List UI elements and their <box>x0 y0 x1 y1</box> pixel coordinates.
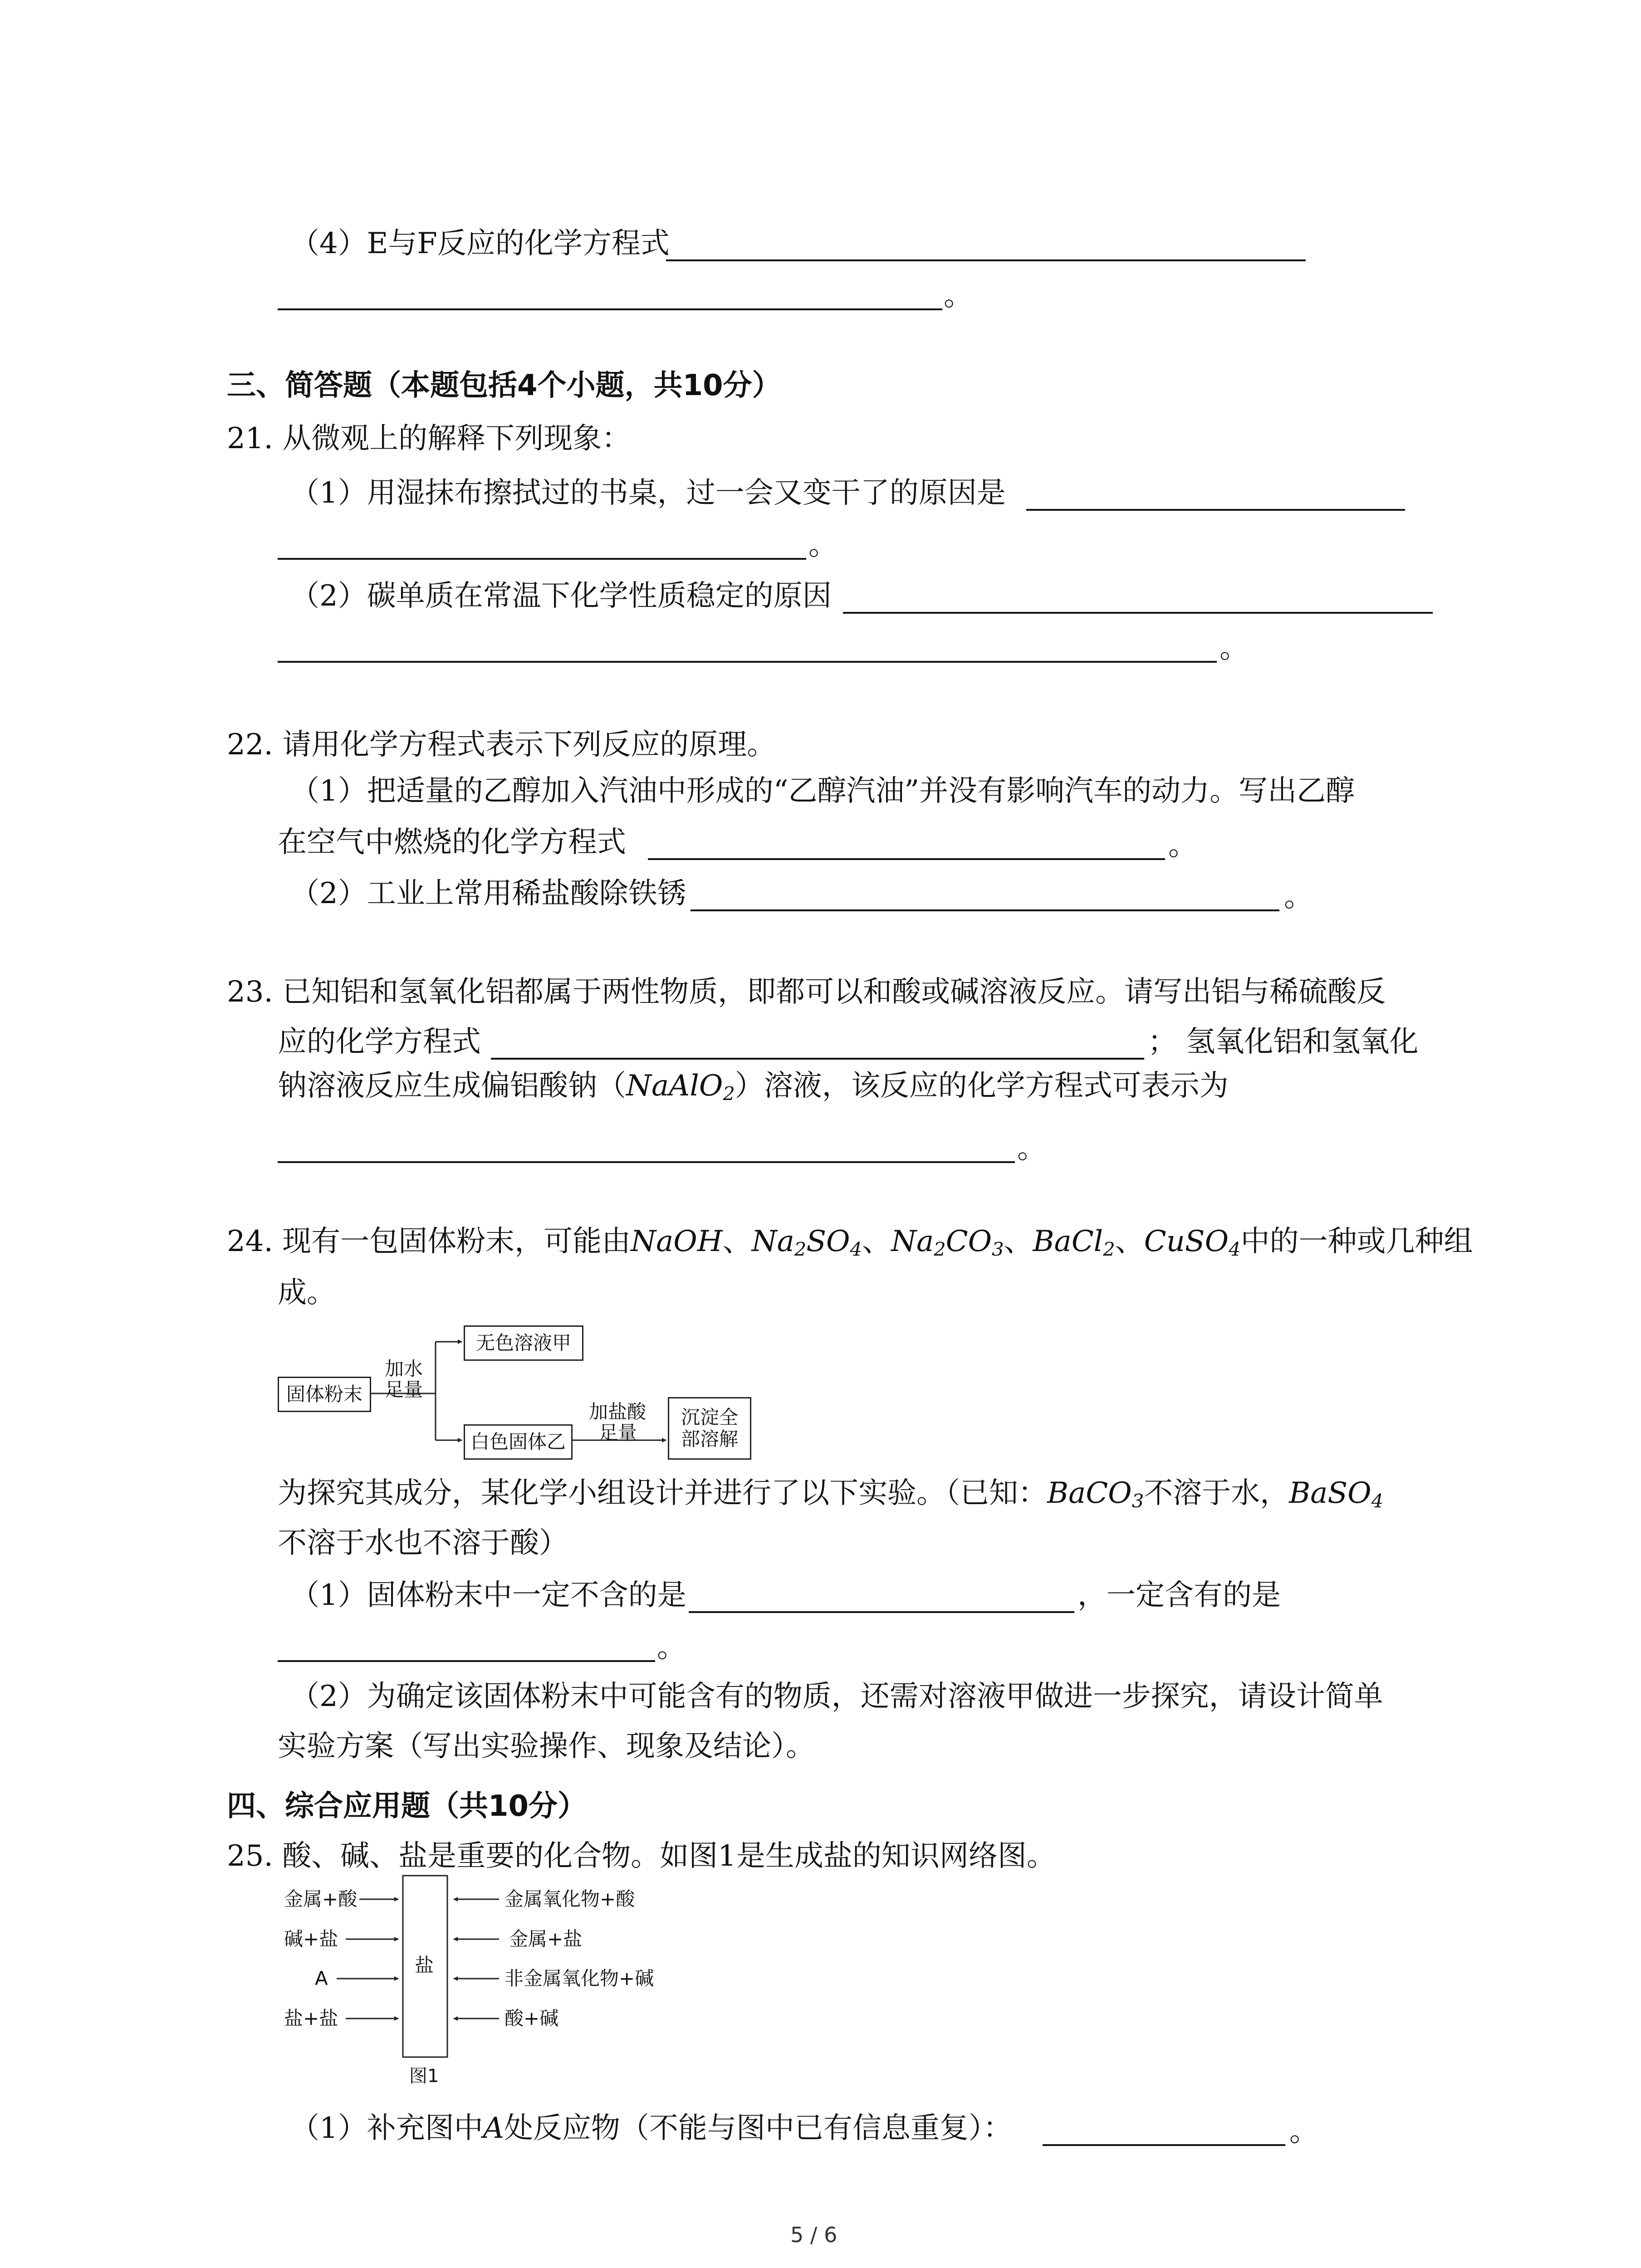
period: 。 <box>1284 880 1313 914</box>
precipitate-dissolved-box: 沉淀全 部溶解 <box>668 1397 751 1460</box>
solid-powder-box: 固体粉末 <box>278 1377 371 1412</box>
q22-stem: 22. 请用化学方程式表示下列反应的原理。 <box>227 728 776 762</box>
q21-part2: （2）碳单质在常温下化学性质稳定的原因 <box>290 579 832 613</box>
white-solid-box: 白色固体乙 <box>464 1424 573 1460</box>
formula-naoh: NaOH <box>631 1225 723 1258</box>
period: 。 <box>1289 2115 1318 2148</box>
section-title: 三、简答题（本题包括4个小题，共10分） <box>227 369 781 402</box>
q22-part1-line2: 在空气中燃烧的化学方程式 <box>278 826 626 859</box>
q22-part1-line1: （1）把适量的乙醇加入汽油中形成的“乙醇汽油”并没有影响汽车的动力。写出乙醇 <box>290 774 1355 808</box>
q21-stem: 21. 从微观上的解释下列现象： <box>227 422 631 455</box>
answer-blank[interactable] <box>1043 2144 1285 2146</box>
formula-bacl2: BaCl$_2$ <box>1033 1225 1115 1261</box>
q25-stem: 25. 酸、碱、盐是重要的化合物。如图1是生成盐的知识网络图。 <box>227 1839 1056 1873</box>
q24-line4: 不溶于水也不溶于酸） <box>278 1526 568 1560</box>
left-reactant: 碱+盐 <box>284 1928 338 1950</box>
add-water-label: 加水 足量 <box>385 1358 423 1401</box>
right-reactant: 金属氧化物+酸 <box>505 1888 635 1910</box>
q24-part1a: （1）固体粉末中一定不含的是 <box>290 1579 686 1612</box>
left-reactant: 金属+酸 <box>284 1888 358 1910</box>
salt-center-label: 盐 <box>415 1954 434 1976</box>
add-hcl-label: 加盐酸 足量 <box>589 1401 647 1444</box>
period: 。 <box>1017 1132 1046 1165</box>
q20-part4-text: （4）E与F反应的化学方程式 <box>290 227 670 260</box>
colorless-solution-box: 无色溶液甲 <box>464 1325 583 1361</box>
q24-line3: 为探究其成分，某化学小组设计并进行了以下实验。（已知：BaCO$_3$不溶于水，BaSO$_4$ <box>278 1476 1384 1512</box>
left-reactant: 盐+盐 <box>284 2007 338 2029</box>
formula-baco3: BaCO$_3$ <box>1047 1476 1144 1512</box>
q24-part2-line1: （2）为确定该固体粉末中可能含有的物质，还需对溶液甲做进一步探究，请设计简单 <box>290 1680 1383 1713</box>
figure-caption: 图1 <box>409 2066 439 2087</box>
q24-part1b: ，一定含有的是 <box>1078 1579 1281 1612</box>
formula-baso4: BaSO$_4$ <box>1289 1476 1384 1512</box>
period: 。 <box>1220 631 1249 665</box>
q23-line2a: 应的化学方程式 <box>278 1025 481 1059</box>
q24-line2: 成。 <box>278 1276 336 1310</box>
q21-part1: （1）用湿抹布擦拭过的书桌，过一会又变干了的原因是 <box>290 476 1006 510</box>
formula-na2co3: $Na_2CO_3$ <box>891 1225 1004 1261</box>
period: 。 <box>1168 829 1197 862</box>
q24-line1: 24. 现有一包固体粉末，可能由NaOH、$Na_2SO_4$、$Na_2CO_3$、BaCl$_2$、CuSO$_4$中的一种或几种组 <box>227 1225 1473 1261</box>
q23-line1: 23. 已知铝和氢氧化铝都属于两性物质，即都可以和酸或碱溶液反应。请写出铝与稀硫酸反 <box>227 975 1386 1009</box>
formula-naalo2: NaAlO$_2$ <box>626 1069 735 1105</box>
page-number: 5 / 6 <box>790 2223 838 2247</box>
right-reactant: 酸+碱 <box>505 2007 559 2029</box>
period: 。 <box>808 528 838 562</box>
period: 。 <box>657 1631 686 1664</box>
period: 。 <box>944 279 973 313</box>
right-reactant: 非金属氧化物+碱 <box>505 1967 654 1989</box>
left-reactant-a: A <box>315 1967 328 1989</box>
section-title: 四、综合应用题（共10分） <box>227 1789 587 1823</box>
q23-line3b: ）溶液，该反应的化学方程式可表示为 <box>735 1069 1229 1103</box>
right-reactant: 金属+盐 <box>509 1928 583 1950</box>
q23-line3a: 钠溶液反应生成偏铝酸钠（ <box>278 1069 626 1103</box>
q23-line2b: ； 氢氧化铝和氢氧化 <box>1148 1025 1419 1059</box>
formula-na2so4: $Na_2SO_4$ <box>751 1225 862 1261</box>
q25-part1: （1）补充图中A处反应物（不能与图中已有信息重复）： <box>290 2112 1012 2145</box>
q24-part2-line2: 实验方案（写出实验操作、现象及结论）。 <box>278 1730 815 1763</box>
formula-cuso4: CuSO$_4$ <box>1144 1225 1241 1261</box>
q22-part2: （2）工业上常用稀盐酸除铁锈 <box>290 877 686 910</box>
